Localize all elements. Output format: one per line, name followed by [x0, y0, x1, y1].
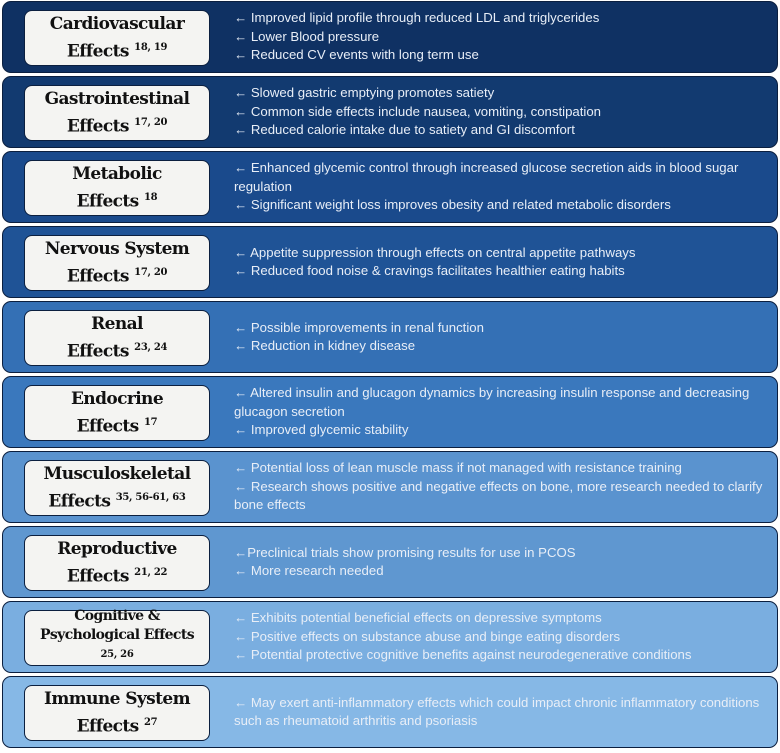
effect-subtitle: Psychological Effects $^{25, 26}$ — [39, 627, 195, 661]
effect-title: Cognitive & — [74, 608, 160, 625]
effect-items — [234, 302, 765, 372]
effect-item: ← Improved glycemic stability — [234, 422, 409, 438]
effect-title: Immune System — [44, 689, 190, 710]
effect-subtitle: Effects $^{18}$ — [76, 191, 158, 212]
effect-title: Renal — [91, 314, 143, 335]
effect-subtitle: Effects $^{35, 56-61, 63}$ — [48, 491, 186, 512]
effect-label — [24, 85, 210, 141]
effect-item: ← Altered insulin and glucagon dynamics by increasing insulin response and decreasing glucagon secretion — [234, 385, 750, 419]
effect-item: ← Lower Blood pressure — [234, 28, 380, 44]
effect-item: ← Common side effects include nausea, vomiting, constipation — [234, 103, 602, 119]
effect-items — [234, 602, 765, 672]
effect-label — [24, 235, 210, 291]
effect-title: Cardiovascular — [49, 14, 185, 35]
effect-refs: 17, 20 — [134, 267, 168, 279]
effect-row — [2, 301, 778, 373]
effect-items — [234, 677, 765, 747]
effect-row — [2, 151, 778, 223]
effect-item: ← More research needed — [234, 563, 384, 578]
effect-title: Endocrine — [70, 389, 164, 410]
effect-subtitle: Effects $^{18, 19}$ — [66, 41, 168, 62]
effect-refs: 23, 24 — [134, 342, 168, 354]
effect-title: Metabolic — [72, 164, 162, 185]
effect-row — [2, 1, 778, 73]
effect-label — [24, 160, 210, 216]
effect-subtitle: Effects $^{21, 22}$ — [66, 566, 168, 587]
effect-subtitle: Effects $^{17, 20}$ — [66, 266, 168, 287]
effect-title: Musculoskeletal — [43, 464, 191, 485]
effect-items — [234, 2, 765, 72]
effect-items — [234, 452, 765, 522]
effect-item: ← Potential protective cognitive benefits against neurodegenerative conditions — [234, 647, 692, 663]
effect-items — [234, 77, 765, 147]
effect-row — [2, 76, 778, 148]
effect-item: ← Research shows positive and negative effects on bone, more research needed to clarify bone effects — [234, 478, 763, 513]
effect-row — [2, 226, 778, 298]
effect-item: ← Reduced calorie intake due to satiety and GI discomfort — [234, 122, 575, 138]
effect-row — [2, 601, 778, 673]
effect-label — [24, 610, 210, 666]
effect-refs: 17, 20 — [134, 117, 168, 129]
effect-item: ← Possible improvements in renal function — [234, 319, 484, 335]
effect-refs: 25, 26 — [100, 649, 134, 661]
effect-item: ← Reduced CV events with long term use — [234, 47, 479, 63]
effect-item: ← Enhanced glycemic control through increased glucose secretion aids in blood sugar regulation — [234, 160, 739, 194]
effect-label — [24, 685, 210, 741]
effect-item: ← Reduced food noise & cravings facilitates healthier eating habits — [234, 263, 625, 278]
effect-refs: 17 — [143, 417, 158, 429]
effect-label — [24, 310, 210, 366]
effect-refs: 18 — [143, 192, 158, 204]
effect-refs: 18, 19 — [134, 42, 168, 54]
effect-label — [24, 460, 210, 516]
effect-subtitle: Effects $^{23, 24}$ — [66, 341, 168, 362]
effect-row — [2, 451, 778, 523]
effect-items — [234, 377, 765, 447]
effects-diagram — [2, 1, 778, 751]
effect-row — [2, 526, 778, 598]
effect-item: ← May exert anti-inflammatory effects which could impact chronic inflammatory conditions such as rheumatoid arthritis and psoriasis — [234, 694, 760, 728]
effect-item: ← Positive effects on substance abuse and binge eating disorders — [234, 628, 621, 644]
effect-item: ← Slowed gastric emptying promotes satiety — [234, 85, 495, 101]
effect-row — [2, 376, 778, 448]
effect-subtitle: Effects $^{17, 20}$ — [66, 116, 168, 137]
effect-items — [234, 527, 765, 597]
effect-label — [24, 385, 210, 441]
effect-item: ← Improved lipid profile through reduced LDL and triglycerides — [234, 10, 600, 26]
effect-subtitle: Effects $^{17}$ — [76, 416, 158, 437]
effect-item: ← Exhibits potential beneficial effects on depressive symptoms — [234, 610, 602, 626]
effect-items — [234, 152, 765, 222]
effect-item: ← Appetite suppression through effects on central appetite pathways — [234, 244, 636, 260]
effect-row — [2, 676, 778, 748]
effect-item: ← Potential loss of lean muscle mass if not managed with resistance training — [234, 460, 682, 476]
effect-item: ← Significant weight loss improves obesity and related metabolic disorders — [234, 197, 671, 213]
effect-refs: 35, 56-61, 63 — [115, 492, 186, 504]
effect-refs: 21, 22 — [134, 567, 168, 579]
effect-label — [24, 10, 210, 66]
effect-subtitle: Effects $^{27}$ — [76, 716, 158, 737]
effect-item: ← Reduction in kidney disease — [234, 338, 416, 353]
effect-label — [24, 535, 210, 591]
effect-title: Reproductive — [57, 539, 177, 560]
effect-refs: 27 — [143, 717, 158, 729]
effect-items — [234, 227, 765, 297]
effect-title: Gastrointestinal — [44, 89, 190, 110]
effect-title: Nervous System — [44, 239, 190, 260]
effect-item: ←Preclinical trials show promising results for use in PCOS — [234, 544, 576, 560]
